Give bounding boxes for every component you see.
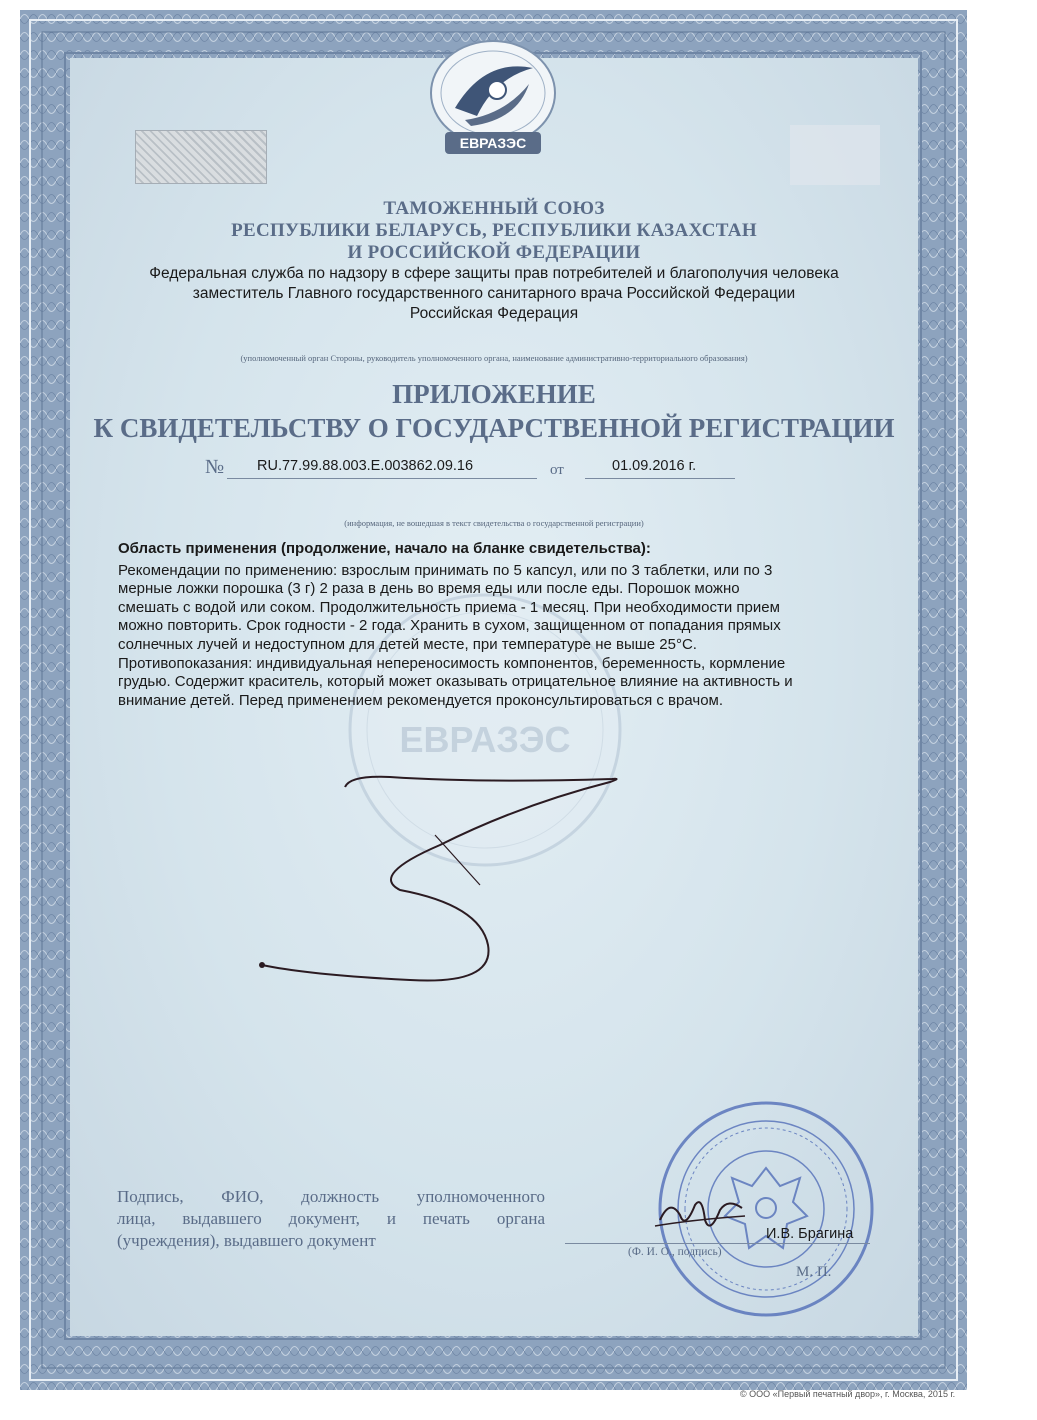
registration-date: 01.09.2016 г. [612, 458, 697, 474]
hologram-strip [135, 130, 267, 184]
authority-line: Федеральная служба по надзору в сфере защиты прав потребителей и благополучия человека [149, 265, 839, 282]
title-line-1: ПРИЛОЖЕНИЕ [392, 379, 596, 409]
authority-block [70, 264, 918, 324]
text-line: Противопоказания: индивидуальная непереносимость компонентов, беременность, кормление [118, 654, 786, 672]
signature-scribble [650, 1190, 750, 1240]
text-line: мерные ложки порошка (3 г) 2 раза в день во время еды или после еды. Порошок можно [118, 580, 740, 598]
title-line-2: К СВИДЕТЕЛЬСТВУ О ГОСУДАРСТВЕННОЙ РЕГИСТРАЦИИ [93, 413, 895, 443]
logo-text: ЕВРАЗЭС [459, 135, 527, 151]
document-title [70, 377, 918, 445]
cancellation-mark [250, 765, 630, 995]
eurasec-logo [425, 38, 561, 160]
printer-copyright: © ООО «Первый печатный двор», г. Москва, 2015 г. [740, 1389, 956, 1399]
signature-label-line: лица, выдавшего документ, и печать органа [117, 1209, 545, 1228]
number-sign: № [205, 456, 225, 478]
watermark-patch [790, 125, 880, 185]
signature-label [117, 1186, 545, 1252]
authority-caption: (уполномоченный орган Стороны, руководитель уполномоченного органа, наименование административно-территориального образования) [240, 353, 748, 363]
registration-line [205, 456, 725, 480]
text-line: Рекомендации по применению: взрослым принимать по 5 капсул, или по 3 таблетки, или по 3 [118, 561, 773, 579]
signer-name: И.В. Брагина [766, 1226, 854, 1242]
union-line: ТАМОЖЕННЫЙ СОЮЗ [383, 198, 605, 219]
text-line: смешать с водой или соком. Продолжительность приема - 1 месяц. При необходимости прием [118, 598, 780, 616]
union-header [70, 198, 918, 264]
text-line: солнечных лучей и недоступном для детей месте, при температуре не выше 25°С. [118, 635, 697, 653]
from-label: от [550, 462, 564, 478]
authority-line: заместитель Главного государственного санитарного врача Российской Федерации [192, 285, 796, 302]
stamp-place-label: М. П. [796, 1264, 832, 1280]
text-line: можно повторить. Срок годности - 2 года. Хранить в сухом, защищенном от попадания прямых [118, 617, 781, 635]
union-line: РЕСПУБЛИКИ БЕЛАРУСЬ, РЕСПУБЛИКИ КАЗАХСТАН [231, 220, 757, 241]
date-underline [585, 478, 735, 479]
watermark-text: ЕВРАЗЭС [399, 719, 571, 760]
text-line: внимание детей. Перед применением рекомендуется проконсультироваться с врачом. [118, 691, 724, 709]
text-line: грудью. Содержит краситель, который может оказывать отрицательное влияние на активность и [118, 673, 793, 691]
signature-line [565, 1243, 870, 1244]
authority-line: Российская Федерация [409, 305, 579, 322]
union-line: И РОССИЙСКОЙ ФЕДЕРАЦИИ [347, 242, 641, 263]
fio-caption: (Ф. И. О., подпись) [628, 1246, 722, 1258]
number-underline [227, 478, 537, 479]
registration-caption: (информация, не вошедшая в текст свидетельства о государственной регистрации) [344, 518, 644, 528]
signature-label-line: Подпись, ФИО, должность уполномоченного [117, 1187, 545, 1206]
registration-number: RU.77.99.88.003.E.003862.09.16 [257, 458, 474, 474]
signature-label-line: (учреждения), выдавшего документ [117, 1231, 376, 1250]
application-text [118, 540, 873, 710]
application-heading: Область применения (продолжение, начало на бланке свидетельства): [118, 540, 651, 557]
